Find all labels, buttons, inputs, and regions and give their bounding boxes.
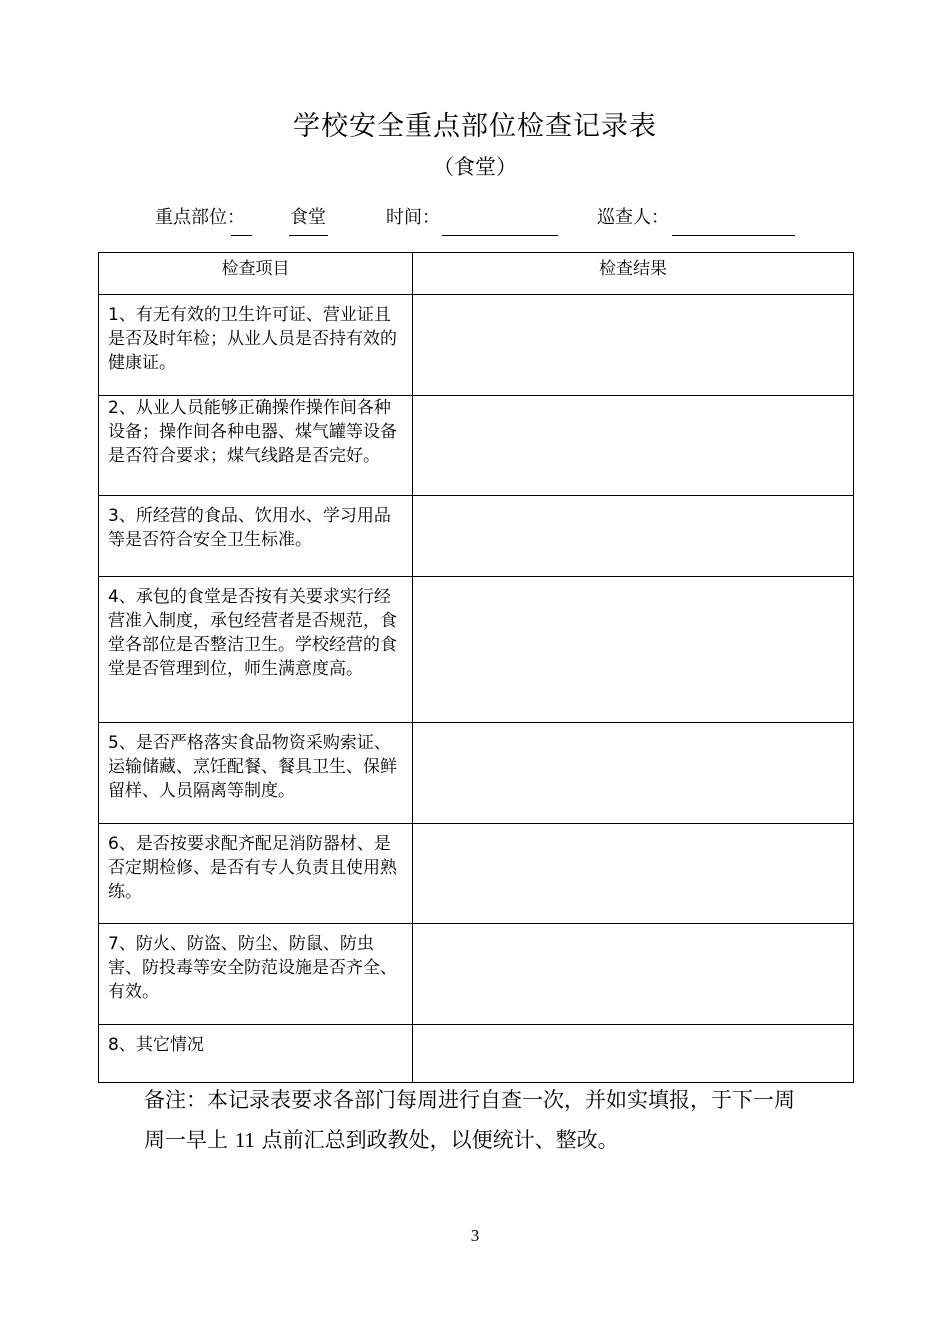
check-item-4: 4、承包的食堂是否按有关要求实行经营准入制度，承包经营者是否规范，食堂各部位是否整洁卫生。学校经营的食堂是否管理到位，师生满意度高。 [99,577,413,723]
table-row [99,496,854,577]
footnote [144,1080,804,1160]
time-underline [442,235,558,236]
check-result-5[interactable] [413,723,854,824]
footnote-text-2: 点前汇总到政教处，以便统计、整改。 [261,1128,619,1152]
check-result-3[interactable] [413,496,854,577]
check-result-8[interactable] [413,1025,854,1083]
document-title: 学校安全重点部位检查记录表 [293,111,657,142]
check-item-7: 7、防火、防盗、防尘、防鼠、防虫害、防投毒等安全防范设施是否齐全、有效。 [99,924,413,1025]
location-label: 重点部位： [155,207,245,228]
info-row [0,203,950,239]
table-row [99,723,854,824]
table-row [99,924,854,1025]
check-result-4[interactable] [413,577,854,723]
table-header-row [99,253,854,295]
inspection-table [98,252,854,1083]
check-result-1[interactable] [413,295,854,396]
check-item-5: 5、是否严格落实食品物资采购索证、运输储藏、烹饪配餐、餐具卫生、保鲜留样、人员隔离等制度。 [99,723,413,824]
check-result-2[interactable] [413,396,854,496]
table-row [99,577,854,723]
header-check-item: 检查项目 [99,253,413,295]
document-subtitle: （食堂） [433,155,517,179]
page-number: 3 [470,1226,480,1245]
time-label: 时间： [386,207,440,228]
check-result-6[interactable] [413,824,854,924]
inspector-underline [672,235,795,236]
check-item-2: 2、从业人员能够正确操作操作间各种设备；操作间各种电器、煤气罐等设备是否符合要求；煤气线路是否完好。 [99,396,413,496]
table-row [99,1025,854,1083]
check-item-8: 8、其它情况 [99,1025,413,1083]
footnote-text-1: 备注：本记录表要求各部门每周进行自查一次，并如实填报，于下一周周一早上 [144,1088,795,1152]
check-item-3: 3、所经营的食品、饮用水、学习用品等是否符合安全卫生标准。 [99,496,413,577]
table-row [99,295,854,396]
location-value[interactable]: 食堂 [290,207,326,228]
footnote-hour: 11 [234,1128,255,1152]
check-result-7[interactable] [413,924,854,1025]
check-item-6: 6、是否按要求配齐配足消防器材、是否定期检修、是否有专人负责且使用熟练。 [99,824,413,924]
table-row [99,824,854,924]
inspector-label: 巡查人： [597,207,669,228]
header-check-result: 检查结果 [413,253,854,295]
table-row [99,396,854,496]
check-item-1: 1、有无有效的卫生许可证、营业证且是否及时年检；从业人员是否持有效的健康证。 [99,295,413,396]
location-underline [289,235,328,236]
location-underline-short [231,235,252,236]
